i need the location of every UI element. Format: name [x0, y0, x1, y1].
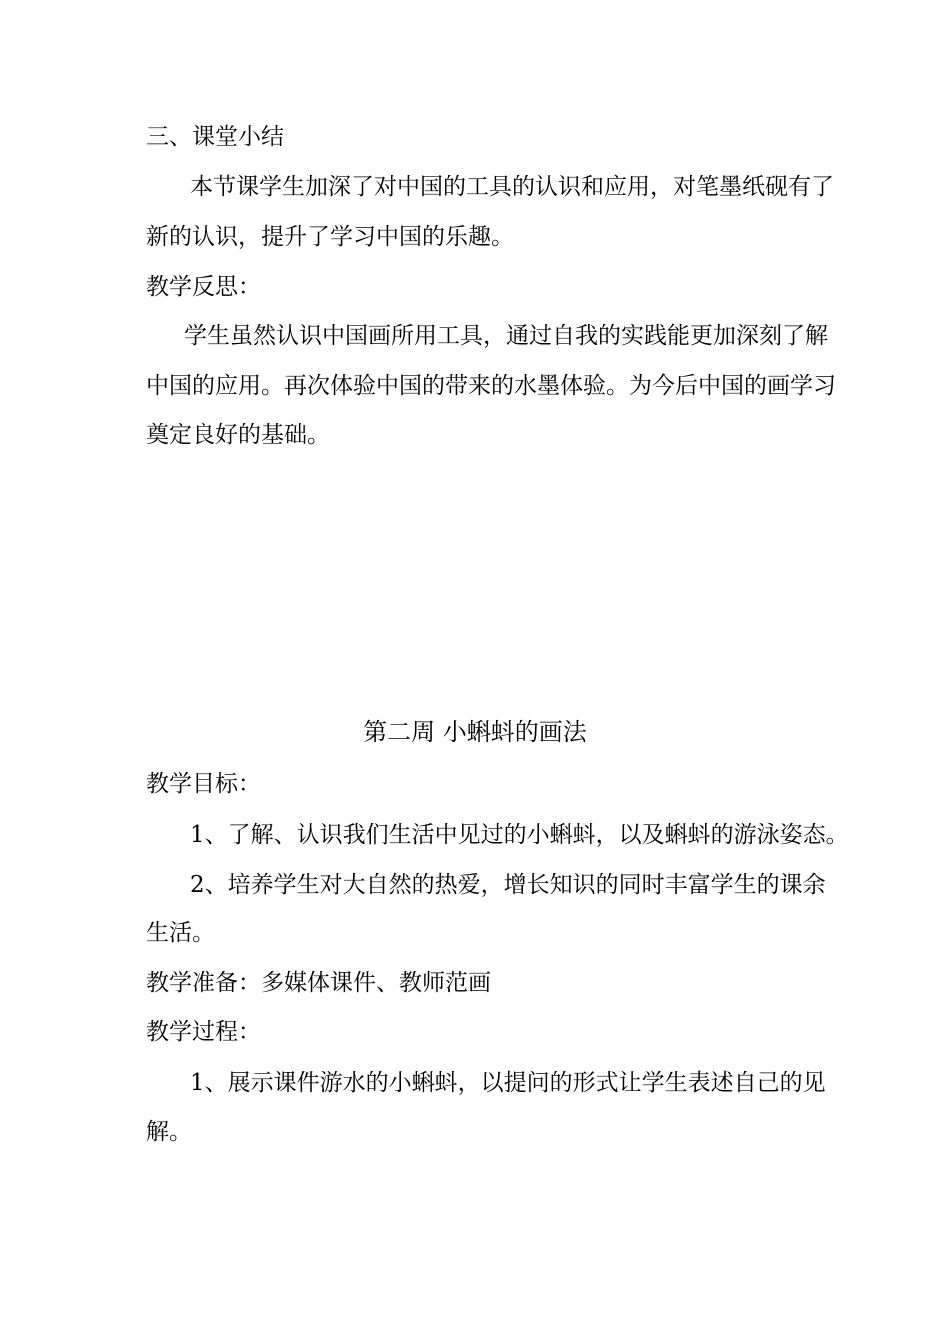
week2-title: 第二周 小蝌蚪的画法 [363, 718, 587, 746]
reflection-paragraph-line-3: 奠定良好的基础。 [146, 422, 330, 448]
process-heading: 教学过程： [146, 1019, 261, 1045]
reflection-paragraph-line-2: 中国的应用。再次体验中国的带来的水墨体验。为今后中国的画学习 [146, 373, 836, 399]
reflection-heading: 教学反思： [146, 274, 261, 300]
section-heading-summary: 三、课堂小结 [146, 124, 284, 150]
process-item-1-line-2: 解。 [146, 1119, 192, 1145]
reflection-paragraph-line-1: 学生虽然认识中国画所用工具，通过自我的实践能更加深刻了解 [184, 323, 828, 349]
goal-item-1: 1、了解、认识我们生活中见过的小蝌蚪，以及蝌蚪的游泳姿态。 [190, 822, 849, 848]
summary-paragraph-line-1: 本节课学生加深了对中国的工具的认识和应用，对笔墨纸砚有了 [190, 174, 834, 200]
summary-paragraph-line-2: 新的认识，提升了学习中国的乐趣。 [146, 224, 514, 250]
goal-item-2-line-1: 2、培养学生对大自然的热爱，增长知识的同时丰富学生的课余 [190, 872, 826, 898]
goals-heading: 教学目标： [146, 771, 261, 797]
preparation-line: 教学准备：多媒体课件、教师范画 [146, 970, 491, 996]
goal-item-2-line-2: 生活。 [146, 920, 215, 946]
process-item-1-line-1: 1、展示课件游水的小蝌蚪，以提问的形式让学生表述自己的见 [190, 1070, 826, 1096]
